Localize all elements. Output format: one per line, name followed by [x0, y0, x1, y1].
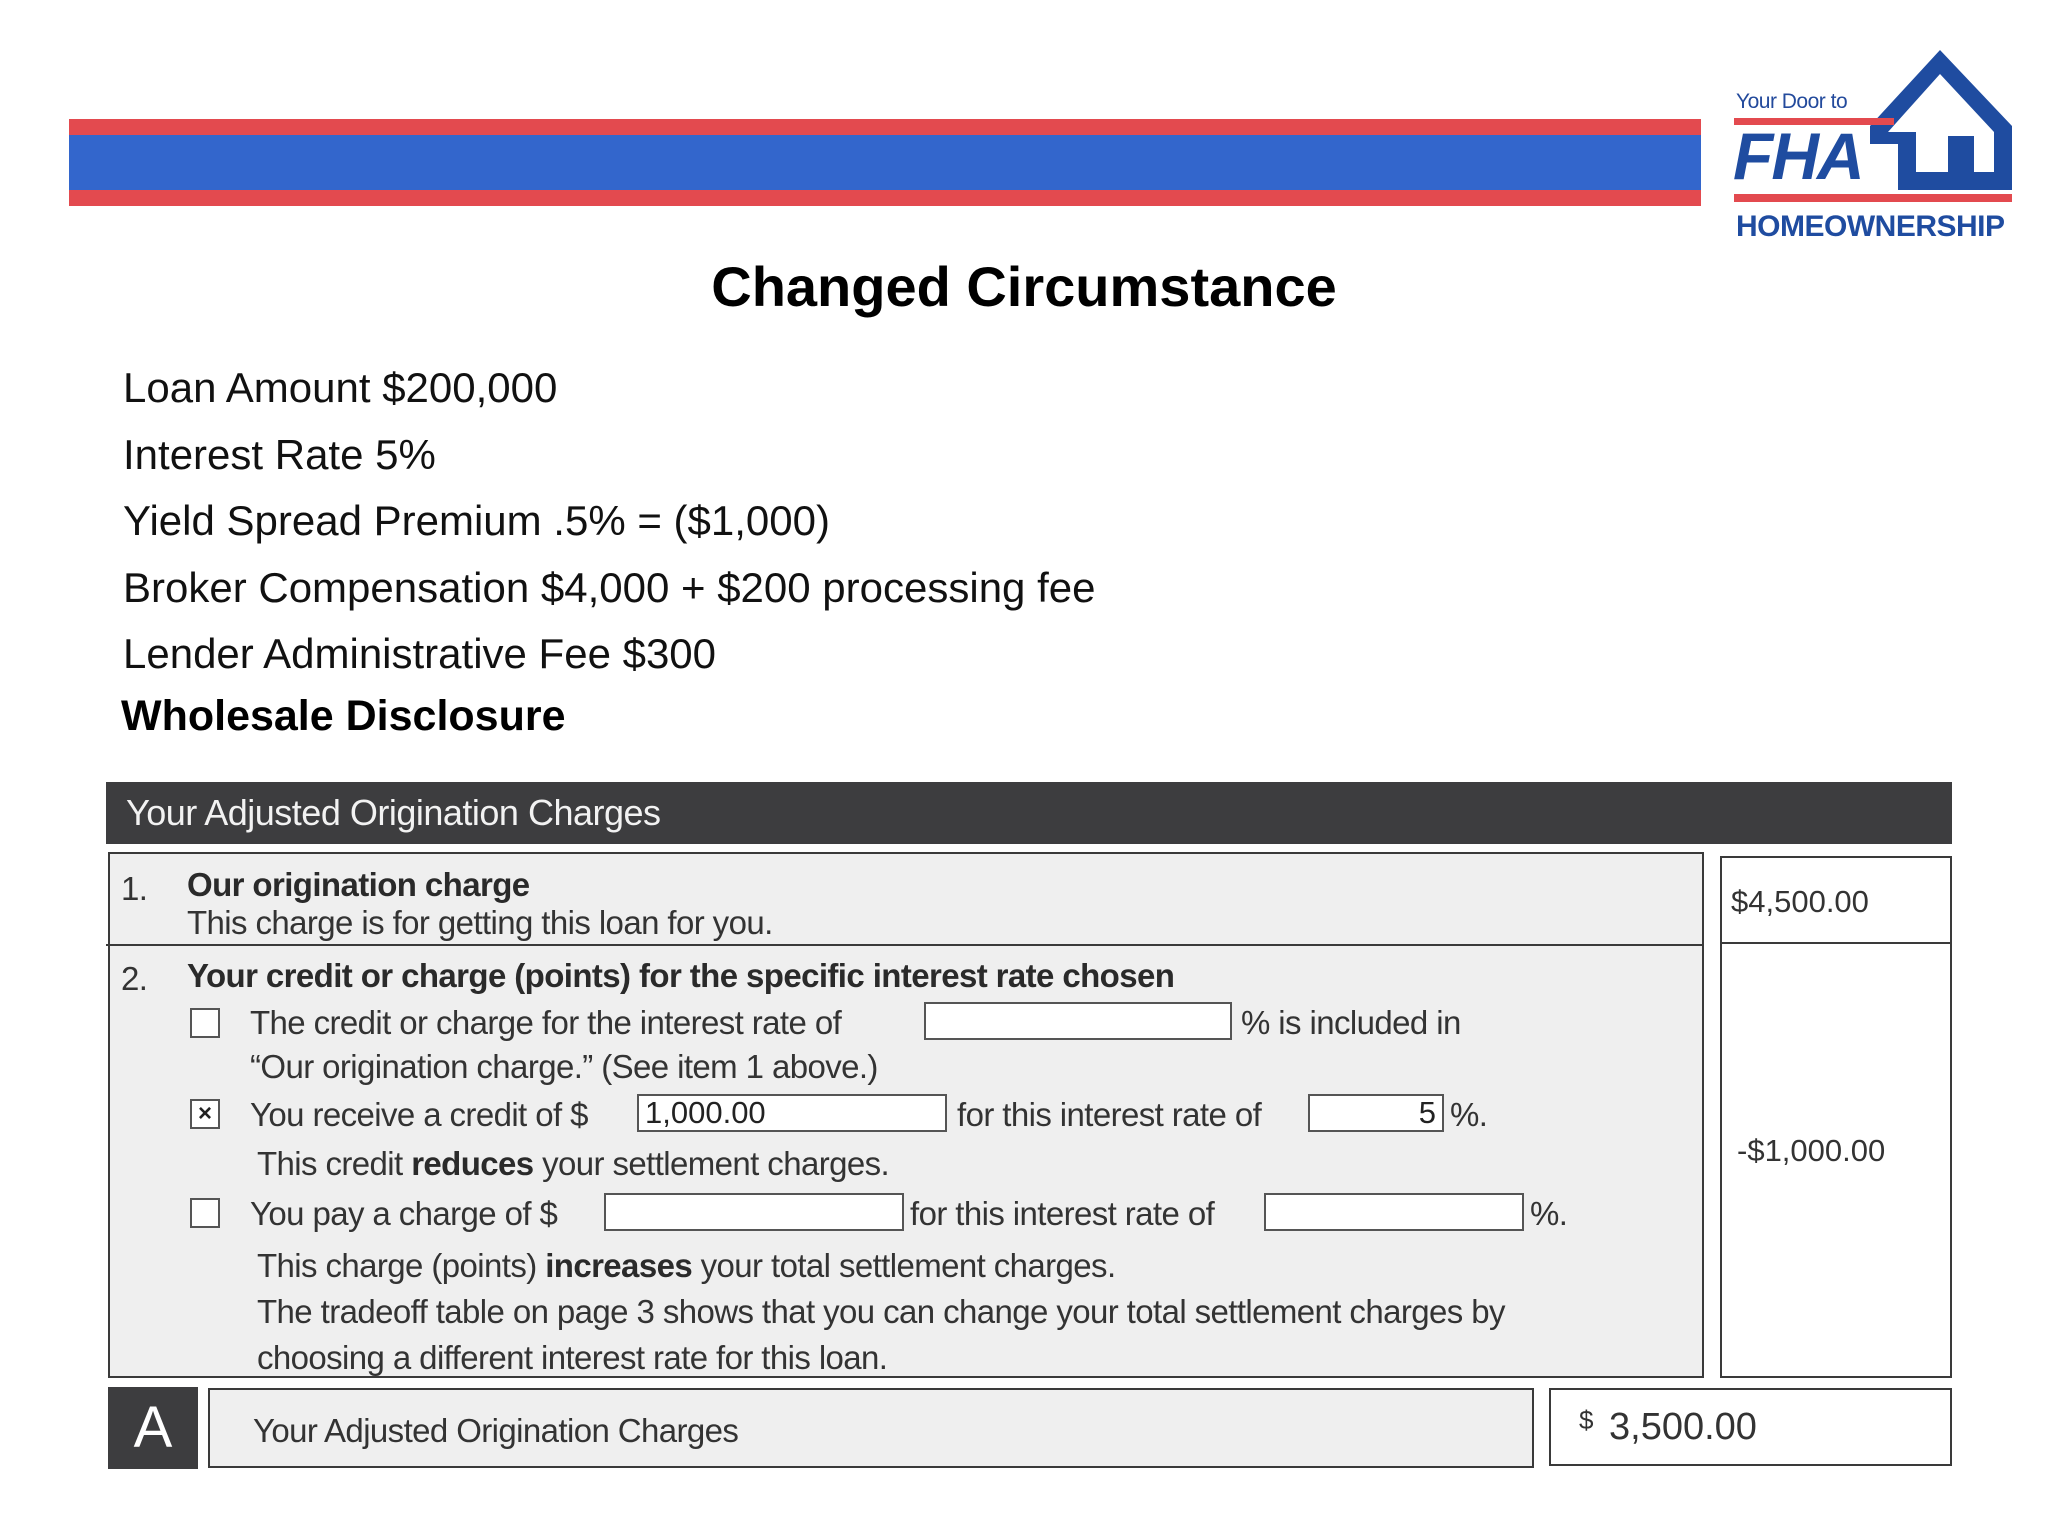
item-2-number: 2. — [121, 960, 148, 997]
charges-amount-panel — [1720, 856, 1952, 1378]
loan-facts-list — [123, 355, 1095, 688]
item-1-description: This charge is for getting this loan for you. — [187, 904, 773, 941]
fact-interest-rate: Interest Rate 5% — [123, 430, 436, 478]
option-credit-label: You receive a credit of $ — [250, 1096, 588, 1133]
charge-note-emphasis: increases — [545, 1247, 693, 1284]
item-1-number: 1. — [121, 870, 148, 907]
option-included-label: The credit or charge for the interest rate of — [250, 1004, 842, 1041]
total-label: Your Adjusted Origination Charges — [253, 1412, 739, 1449]
fact-broker-compensation: Broker Compensation $4,000 + $200 processing fee — [123, 563, 1096, 611]
option-credit-checkbox[interactable]: × — [190, 1099, 220, 1129]
charge-amount-field[interactable] — [604, 1193, 904, 1231]
header-stripe-red-top — [69, 119, 1701, 135]
fact-yield-spread-premium: Yield Spread Premium .5% = ($1,000) — [123, 497, 830, 544]
option-charge-note — [257, 1247, 1116, 1285]
item-2-amount: -$1,000.00 — [1737, 1133, 1886, 1168]
option-charge-checkbox[interactable] — [190, 1198, 220, 1228]
charge-note-part-2: your total settlement charges. — [692, 1247, 1116, 1284]
header-stripe-red-bottom — [69, 190, 1701, 206]
total-value: 3,500.00 — [1609, 1406, 1757, 1448]
row-divider — [106, 944, 1704, 946]
section-letter-badge: A — [108, 1387, 198, 1469]
credit-note-emphasis: reduces — [411, 1145, 534, 1182]
logo-subtitle: HOMEOWNERSHIP — [1736, 210, 2005, 243]
credit-note-part-1: This credit — [257, 1145, 412, 1182]
option-charge-label: You pay a charge of $ — [250, 1195, 558, 1232]
item-1-title: Our origination charge — [187, 866, 530, 903]
option-included-suffix: % is included in — [1241, 1004, 1461, 1041]
page-title: Changed Circumstance — [711, 255, 1337, 318]
credit-note-part-2: your settlement charges. — [533, 1145, 890, 1182]
charge-note-part-1: This charge (points) — [257, 1247, 546, 1284]
logo-wordmark: FHA — [1733, 119, 1863, 193]
fact-lender-admin-fee: Lender Administrative Fee $300 — [123, 630, 717, 677]
credit-rate-field[interactable]: 5 — [1308, 1094, 1444, 1132]
amount-divider — [1720, 942, 1952, 944]
option-charge-suffix: %. — [1530, 1195, 1568, 1232]
option-included-note: “Our origination charge.” (See item 1 above.) — [250, 1048, 878, 1085]
option-credit-note — [257, 1145, 889, 1183]
charge-rate-field[interactable] — [1264, 1193, 1524, 1231]
form-header: Your Adjusted Origination Charges — [106, 782, 1952, 844]
header-stripe-blue — [69, 135, 1701, 190]
fha-logo — [1722, 40, 2022, 250]
option-included-rate-field[interactable] — [924, 1002, 1232, 1040]
total-currency-symbol: $ — [1579, 1405, 1594, 1435]
item-1-amount: $4,500.00 — [1731, 884, 1869, 919]
option-credit-rate-label: for this interest rate of — [957, 1096, 1262, 1133]
option-charge-rate-label: for this interest rate of — [910, 1195, 1215, 1232]
logo-tagline: Your Door to — [1736, 90, 1848, 113]
option-included-checkbox[interactable] — [190, 1008, 220, 1038]
tradeoff-note-line-1: The tradeoff table on page 3 shows that you can change your total settlement charges by — [257, 1293, 1505, 1330]
fact-loan-amount: Loan Amount $200,000 — [123, 364, 558, 411]
credit-amount-field[interactable]: 1,000.00 — [637, 1094, 947, 1132]
item-2-title: Your credit or charge (points) for the specific interest rate chosen — [187, 957, 1175, 994]
tradeoff-note-line-2: choosing a different interest rate for this loan. — [257, 1339, 888, 1376]
option-credit-suffix: %. — [1450, 1096, 1488, 1133]
section-subheading: Wholesale Disclosure — [121, 692, 566, 740]
